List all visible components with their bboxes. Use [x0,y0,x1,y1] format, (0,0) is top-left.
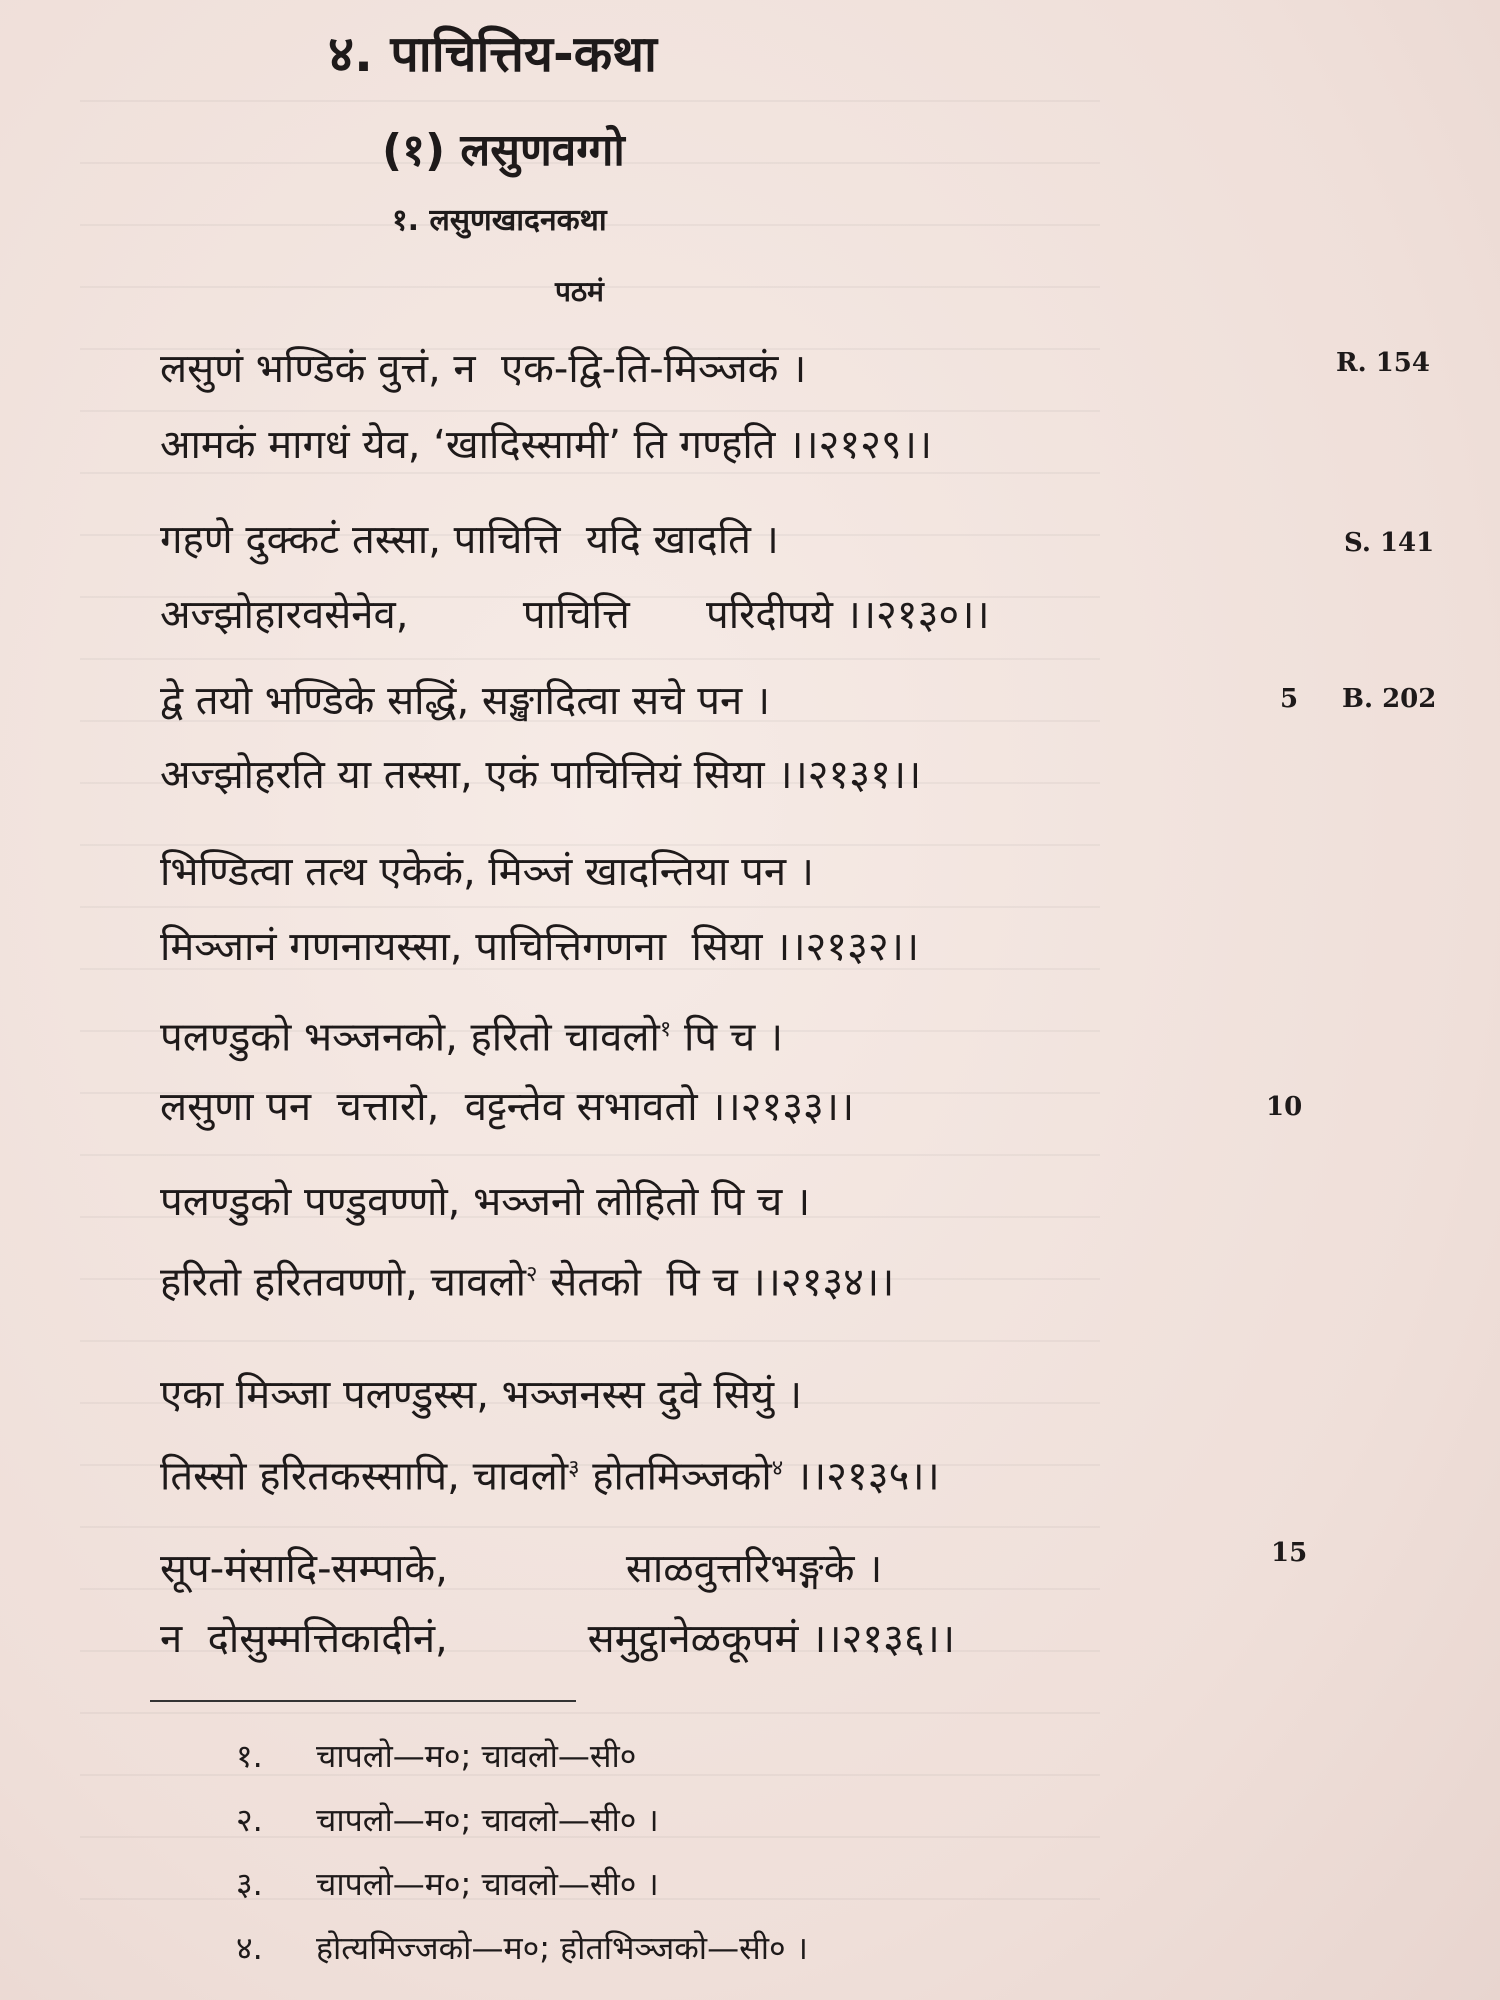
footnote-marker: २ [526,1262,538,1287]
verse-text: पलण्डुको भञ्जनको, हरितो चावलो [160,1014,660,1061]
footnote-number: १. [236,1737,263,1775]
verse-text: हरितो हरितवण्णो, चावलो [160,1259,527,1306]
pathamam-heading: पठमं [555,275,604,308]
footnote [236,1736,636,1776]
verse-line [160,1005,783,1062]
footnote-marker: ४ [771,1456,784,1481]
footnote-number: ३. [236,1865,263,1903]
line-number: 5 [1280,684,1299,714]
subsection-title: १. लसुणखादनकथा [392,203,607,238]
line-number: 10 [1266,1092,1303,1122]
footnote-marker: १ [659,1017,672,1042]
verse-line: अज्झोहरति या तस्सा, एकं पाचित्तियं सिया ।।२१३१।। [160,752,922,798]
verse-line: लसुणं भण्डिकं वुत्तं, न एक-द्वि-ति-मिञ्जकं । [160,346,807,392]
verse-text: सेतको पि च ।।२१३४।। [537,1259,895,1306]
verse-line: भिण्डित्वा तत्थ एकेकं, मिञ्जं खादन्तिया पन । [160,849,814,895]
footnote-rule [150,1700,576,1702]
footnote-text: चापलो—म०; चावलो—सी० [316,1737,637,1775]
verse-line: सूप-मंसादि-सम्पाके, साळवुत्तरिभङ्गके । [160,1546,883,1592]
margin-reference: S. 141 [1344,528,1435,558]
verse-text: होतमिञ्जको [579,1453,772,1500]
footnote-text: चापलो—म०; चावलो—सी० । [316,1801,659,1839]
verse-line [160,1250,894,1307]
section-title: (१) लसुणवग्गो [382,125,625,176]
verse-line [160,1444,940,1501]
footnote [236,1864,659,1904]
verse-line: आमकं मागधं येव, ‘खादिस्सामी’ ति गण्हति ।।२१२९।। [160,422,933,468]
chapter-title: ४. पाचित्तिय-कथा [328,25,658,83]
footnote-marker: ३ [568,1456,580,1481]
verse-line: गहणे दुक्कटं तस्सा, पाचित्ति यदि खादति । [160,517,779,563]
footnote-number: २. [236,1801,263,1839]
verse-line: एका मिञ्जा पलण्डुस्स, भञ्जनस्स दुवे सियुं । [160,1372,803,1418]
margin-reference: B. 202 [1342,684,1437,714]
verse-line: द्वे तयो भण्डिके सद्धिं, सङ्खादित्वा सचे पन । [160,678,771,724]
footnote [236,1928,808,1968]
footnote [236,1800,659,1840]
footnote-number: ४. [236,1929,263,1967]
verse-text: तिस्सो हरितकस्सापि, चावलो [160,1453,569,1500]
verse-line: मिञ्जानं गणनायस्सा, पाचित्तिगणना सिया ।।२१३२।। [160,924,920,970]
verse-line: अज्झोहारवसेनेव, पाचित्ति परिदीपये ।।२१३०।। [160,592,990,638]
verse-text: ।।२१३५।। [783,1453,940,1500]
footnote-text: होत्यमिज्जको—म०; होतभिञ्जको—सी० । [316,1929,808,1967]
margin-reference: R. 154 [1336,348,1430,378]
verse-text: पि च । [671,1014,784,1061]
verse-line: पलण्डुको पण्डुवण्णो, भञ्जनो लोहितो पि च । [160,1179,811,1225]
verse-line: लसुणा पन चत्तारो, वट्टन्तेव सभावतो ।।२१३३।। [160,1084,855,1130]
footnote-text: चापलो—म०; चावलो—सी० । [316,1865,659,1903]
verse-line: न दोसुम्मत्तिकादीनं, समुट्ठानेळकूपमं ।।२१३६।। [160,1616,956,1662]
line-number: 15 [1271,1538,1308,1568]
